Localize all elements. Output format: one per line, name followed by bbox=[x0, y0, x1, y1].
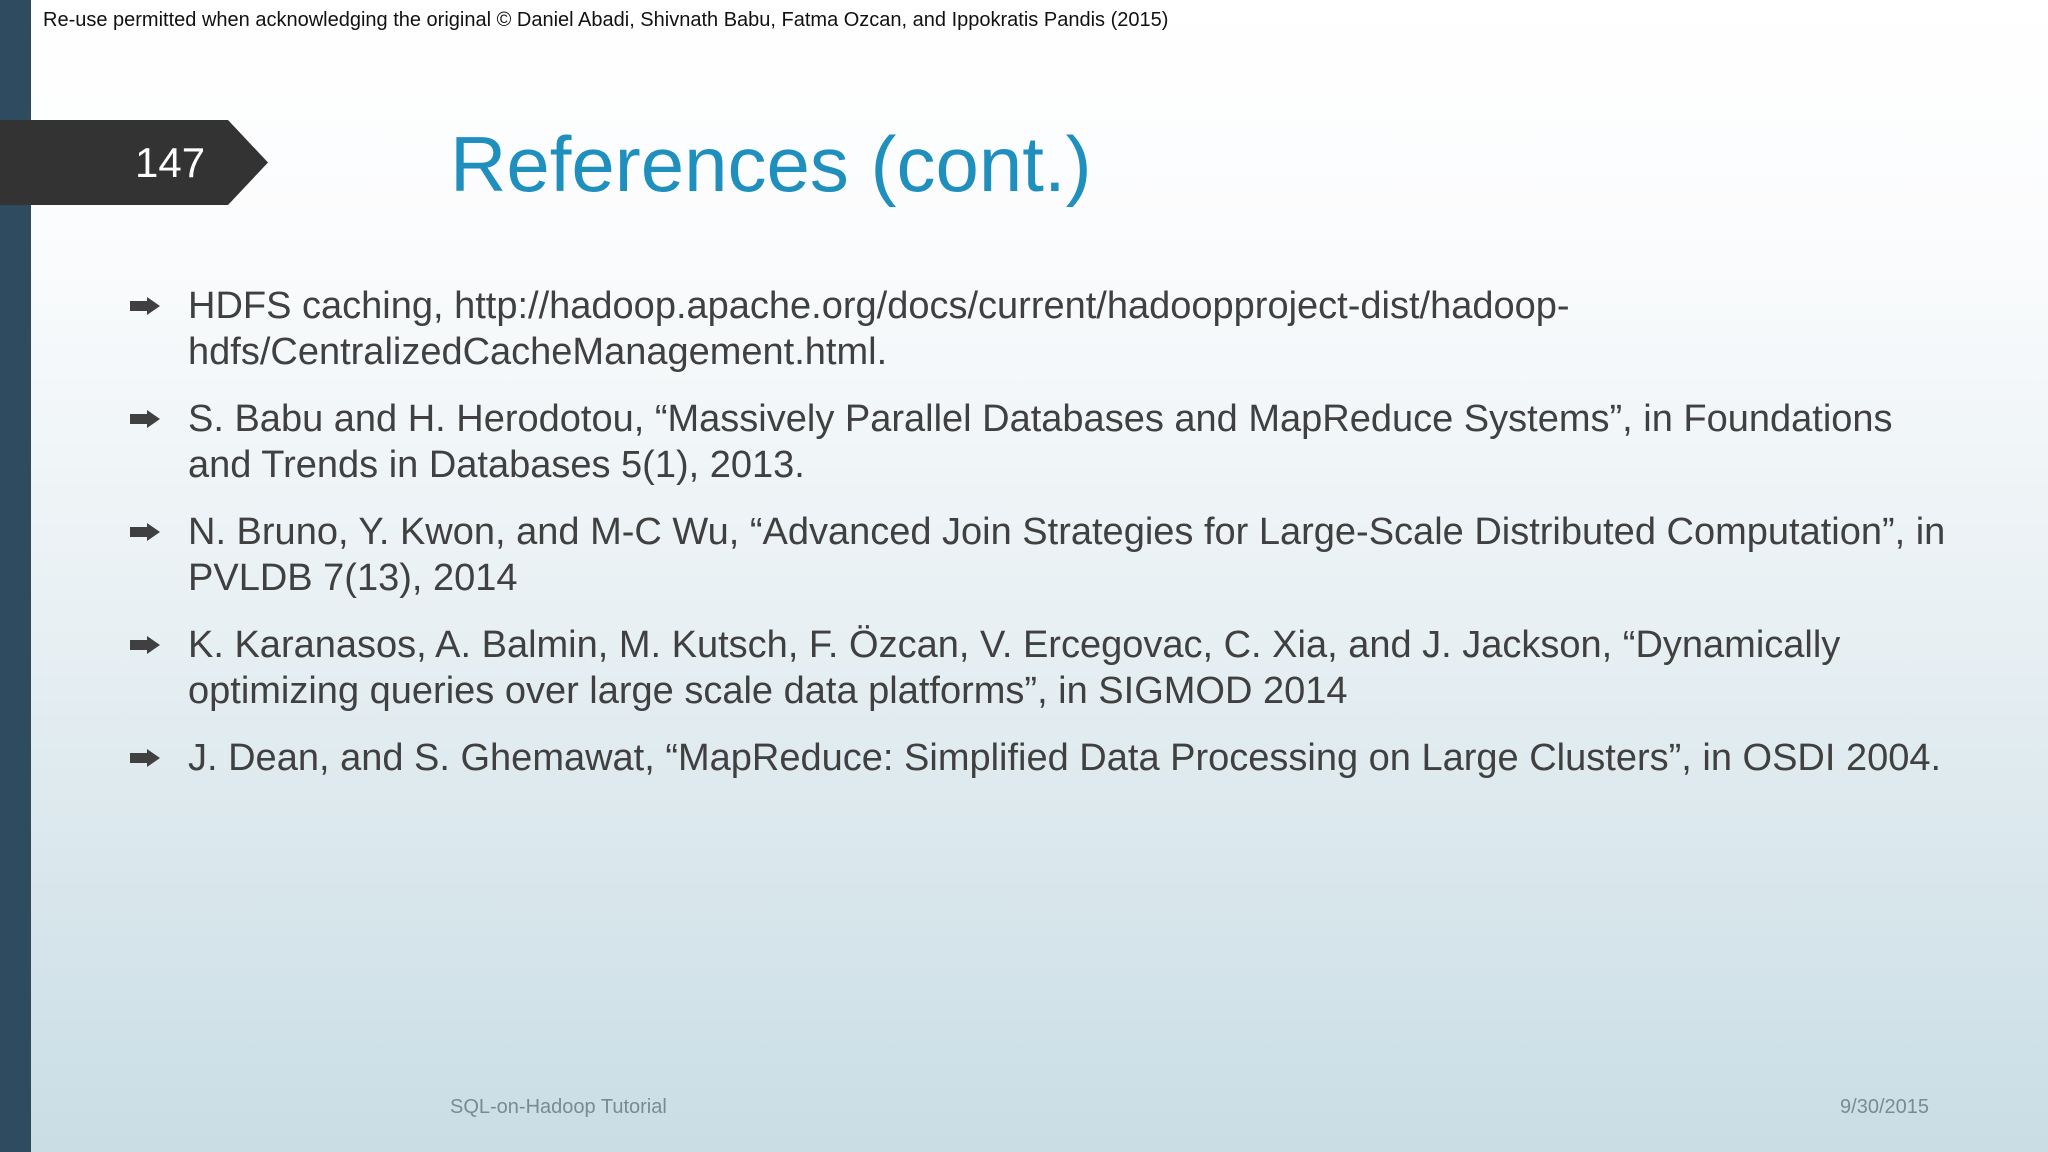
slide-title: References (cont.) bbox=[450, 120, 1092, 208]
arrow-right-bullet-icon bbox=[130, 523, 160, 541]
reference-text: S. Babu and H. Herodotou, “Massively Parallel Databases and MapReduce Systems”, in Foundations and Trends in Databases 5(1), 2013. bbox=[188, 398, 1893, 486]
copyright-notice: Re-use permitted when acknowledging the original © Daniel Abadi, Shivnath Babu, Fatma Ozcan, and Ippokratis Pandis (2015) bbox=[43, 9, 1169, 31]
references-list bbox=[130, 283, 1960, 802]
slide-number: 147 bbox=[135, 139, 206, 186]
reference-item bbox=[130, 396, 1960, 488]
footer-title: SQL-on-Hadoop Tutorial bbox=[450, 1096, 667, 1118]
reference-text: HDFS caching, http://hadoop.apache.org/docs/current/hadoopproject-dist/hadoop-hdfs/CentralizedCacheManagement.html. bbox=[188, 285, 1570, 373]
footer-date: 9/30/2015 bbox=[1840, 1096, 1929, 1118]
arrow-right-bullet-icon bbox=[130, 749, 160, 767]
reference-text: N. Bruno, Y. Kwon, and M-C Wu, “Advanced Join Strategies for Large-Scale Distributed Computation”, in PVLDB 7(13), 2014 bbox=[188, 511, 1946, 599]
reference-item bbox=[130, 622, 1960, 714]
arrow-right-bullet-icon bbox=[130, 297, 160, 315]
reference-item bbox=[130, 735, 1960, 781]
reference-item bbox=[130, 509, 1960, 601]
reference-text: K. Karanasos, A. Balmin, M. Kutsch, F. Özcan, V. Ercegovac, C. Xia, and J. Jackson, “Dynamically optimizing queries over large scale data platforms”, in SIGMOD 2014 bbox=[188, 624, 1841, 712]
reference-item bbox=[130, 283, 1960, 375]
arrow-right-bullet-icon bbox=[130, 410, 160, 428]
arrow-right-bullet-icon bbox=[130, 636, 160, 654]
reference-text: J. Dean, and S. Ghemawat, “MapReduce: Simplified Data Processing on Large Clusters”, in OSDI 2004. bbox=[188, 737, 1942, 779]
